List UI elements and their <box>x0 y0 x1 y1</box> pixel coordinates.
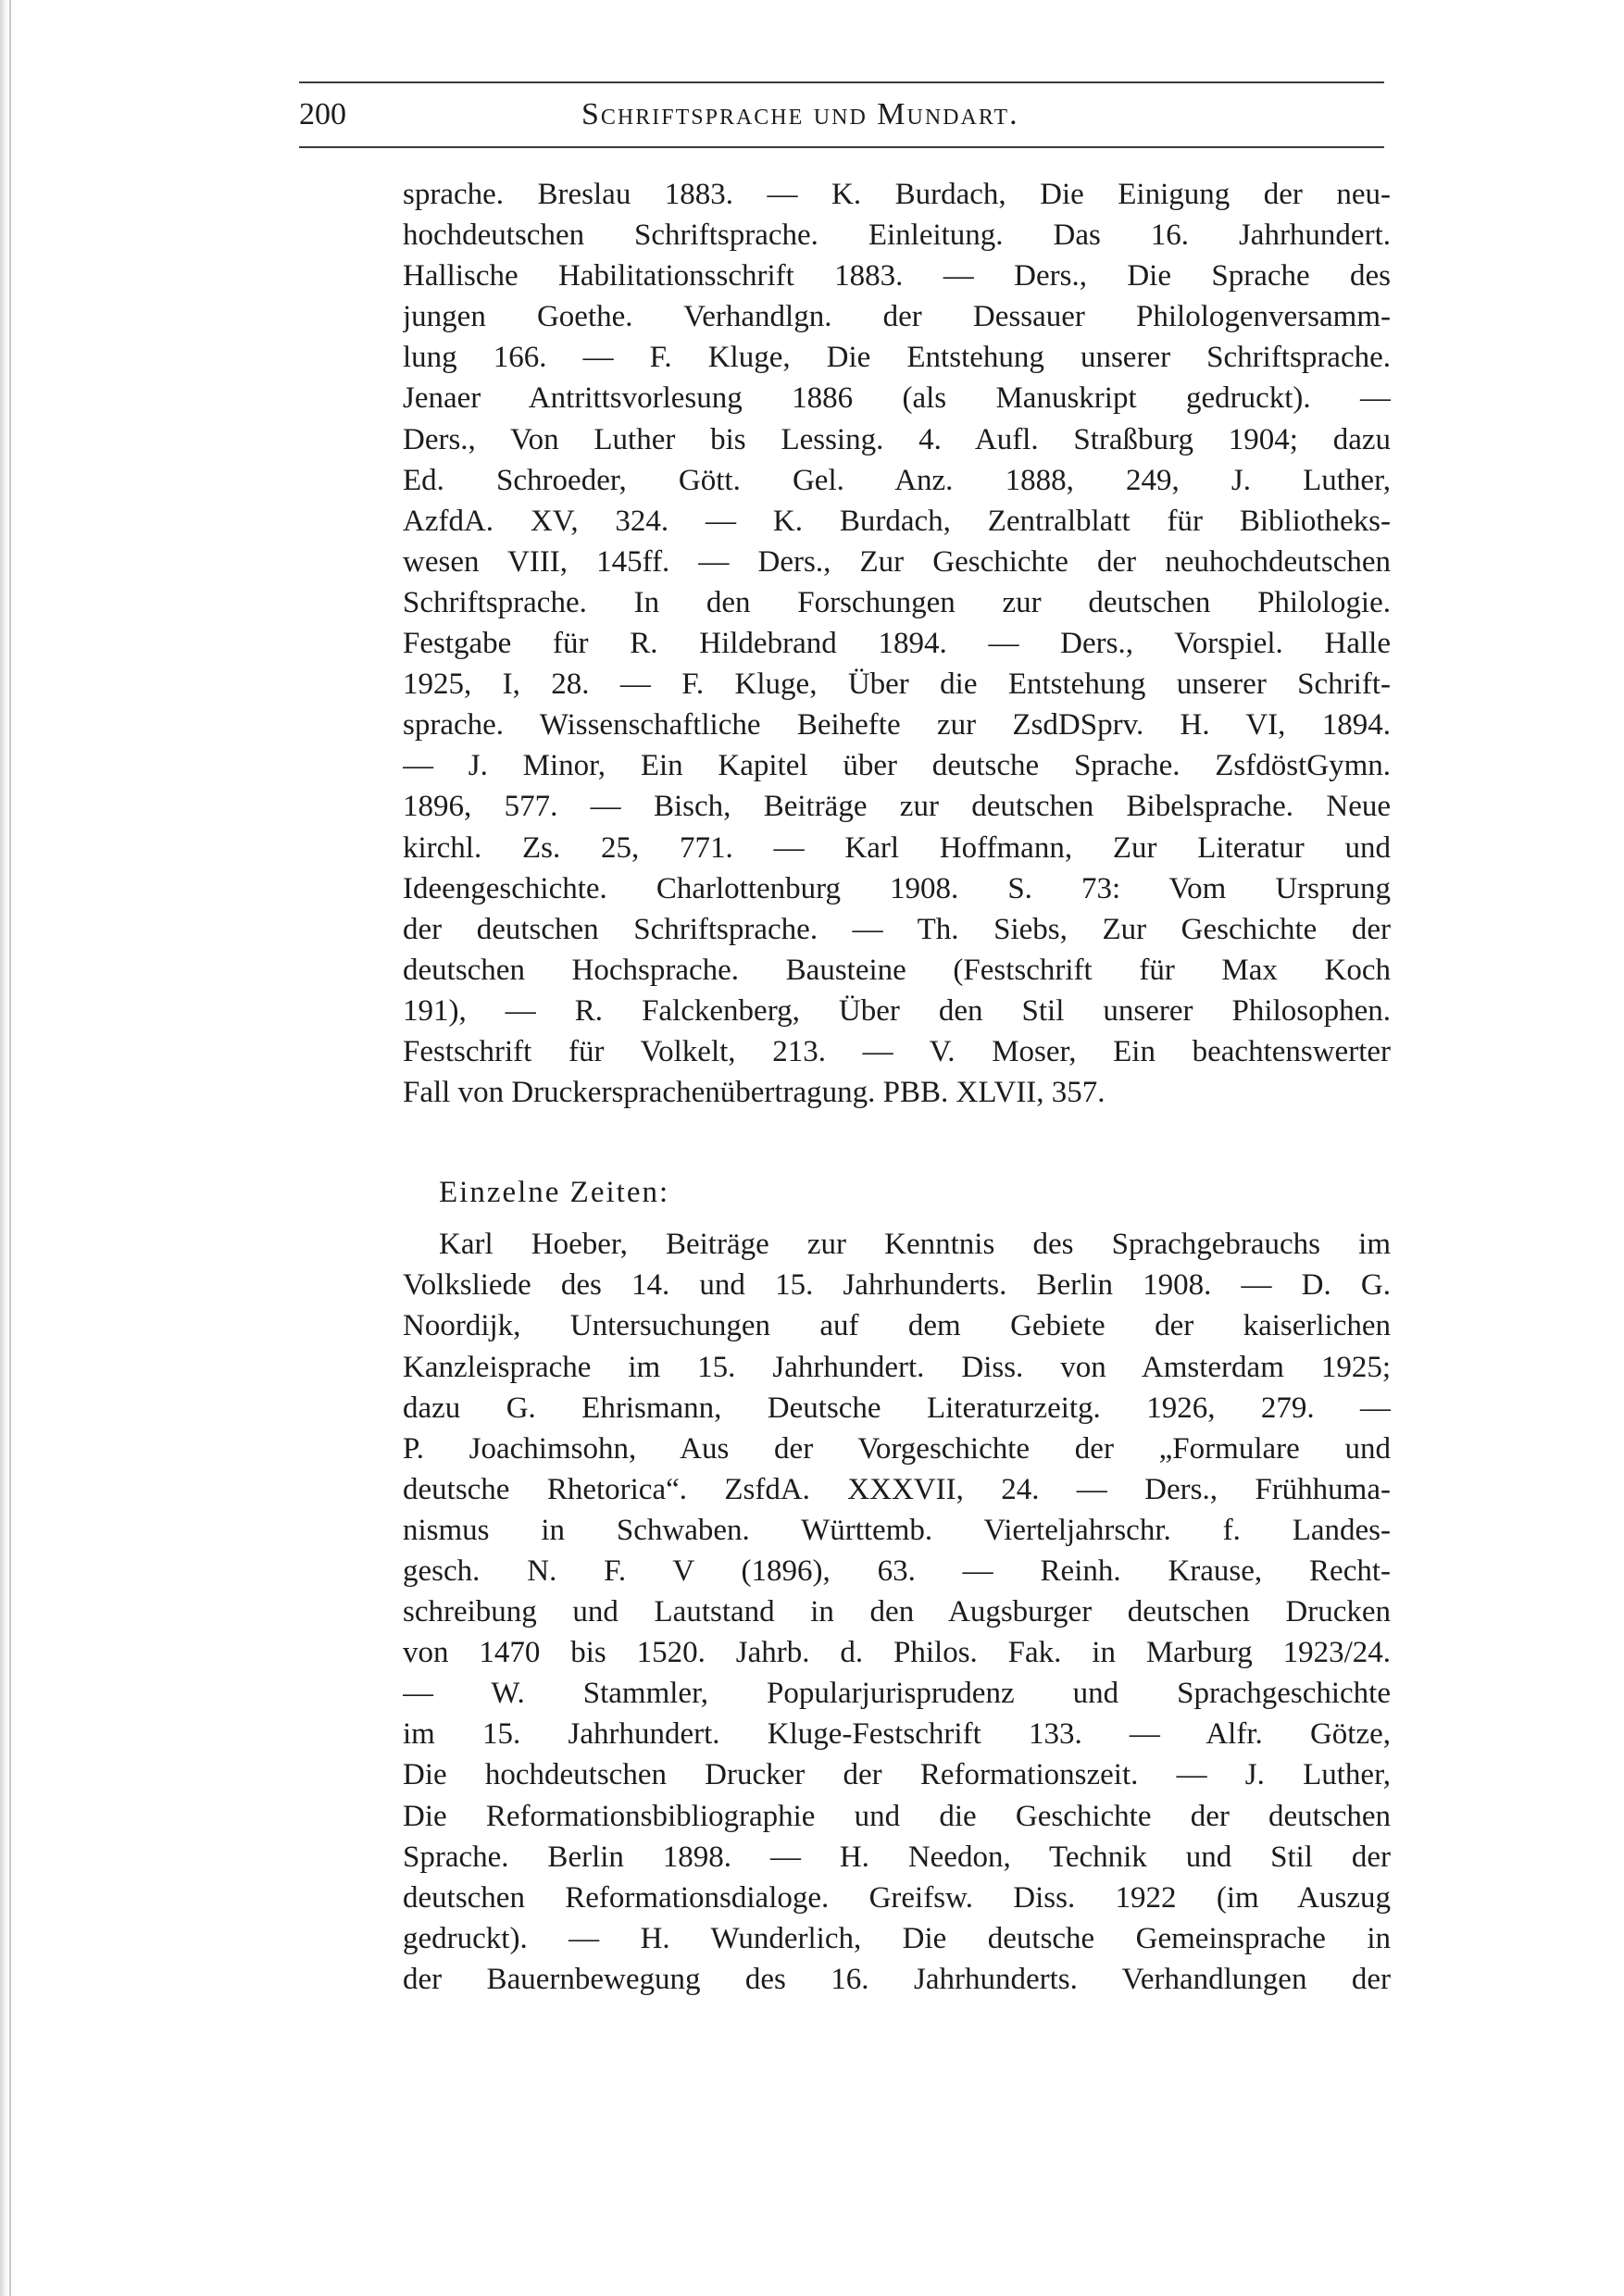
text-line: dazu G. Ehrismann, Deutsche Literaturzeitg. 1926, 279. — <box>403 1391 1391 1425</box>
text-line: Ders., Von Luther bis Lessing. 4. Aufl. Straßburg 1904; dazu <box>403 422 1391 456</box>
text-line: wesen VIII, 145ff. — Ders., Zur Geschichte der neuhochdeutschen <box>403 544 1391 579</box>
text-line: deutschen Hochsprache. Bausteine (Festschrift für Max Koch <box>403 953 1391 987</box>
section-gap <box>403 1113 1391 1172</box>
text-line: Jenaer Antrittsvorlesung 1886 (als Manuskript gedruckt). — <box>403 381 1391 416</box>
text-line: Hallische Habilitationsschrift 1883. — Ders., Die Sprache des <box>403 259 1391 293</box>
text-line: 191), — R. Falckenberg, Über den Stil unserer Philosophen. <box>403 993 1391 1028</box>
text-line: 1925, I, 28. — F. Kluge, Über die Entstehung unserer Schrift- <box>403 668 1391 702</box>
text-line: der deutschen Schriftsprache. — Th. Siebs, Zur Geschichte der <box>403 912 1391 946</box>
text-line: nismus in Schwaben. Württemb. Vierteljahrschr. f. Landes- <box>403 1513 1391 1547</box>
text-line: P. Joachimsohn, Aus der Vorgeschichte der „Formulare und <box>403 1431 1391 1466</box>
text-line: gesch. N. F. V (1896), 63. — Reinh. Krause, Recht- <box>403 1554 1391 1588</box>
text-line: 1896, 577. — Bisch, Beiträge zur deutschen Bibelsprache. Neue <box>403 790 1391 824</box>
running-title: Schriftsprache und Mundart. <box>581 97 1019 131</box>
page-number: 200 <box>299 97 346 131</box>
text-line: schreibung und Lautstand in den Augsburger deutschen Drucken <box>403 1595 1391 1629</box>
section-heading: Einzelne Zeiten: <box>439 1176 670 1210</box>
text-line: im 15. Jahrhundert. Kluge-Festschrift 133. — Alfr. Götze, <box>403 1717 1391 1752</box>
text-line: Fall von Druckersprachenübertragung. PBB. XLVII, 357. <box>403 1076 1106 1110</box>
text-line: Die hochdeutschen Drucker der Reformationszeit. — J. Luther, <box>403 1758 1391 1792</box>
text-line: sprache. Wissenschaftliche Beihefte zur ZsdDSprv. H. VI, 1894. <box>403 708 1391 742</box>
text-line: Festgabe für R. Hildebrand 1894. — Ders., Vorspiel. Halle <box>403 627 1391 661</box>
bibliography-paragraph <box>403 1224 1391 2000</box>
text-line: Sprache. Berlin 1898. — H. Needon, Technik und Stil der <box>403 1840 1391 1874</box>
text-line: deutsche Rhetorica“. ZsfdA. XXXVII, 24. — Ders., Frühhuma- <box>403 1472 1391 1506</box>
text-line: Kanzleisprache im 15. Jahrhundert. Diss. von Amsterdam 1925; <box>403 1350 1391 1384</box>
text-line: Volksliede des 14. und 15. Jahrhunderts. Berlin 1908. — D. G. <box>403 1268 1391 1303</box>
text-line: gedruckt). — H. Wunderlich, Die deutsche Gemeinsprache in <box>403 1921 1391 1955</box>
text-line: hochdeutschen Schriftsprache. Einleitung. Das 16. Jahrhundert. <box>403 218 1391 253</box>
text-line: Die Reformationsbibliographie und die Geschichte der deutschen <box>403 1799 1391 1833</box>
text-line: deutschen Reformationsdialoge. Greifsw. Diss. 1922 (im Auszug <box>403 1880 1391 1915</box>
header-bottom-rule <box>299 146 1384 148</box>
text-line: Schriftsprache. In den Forschungen zur deutschen Philologie. <box>403 585 1391 619</box>
page-edge-line <box>9 0 11 2296</box>
text-line: Karl Hoeber, Beiträge zur Kenntnis des Sprachgebrauchs im <box>439 1228 1391 1262</box>
bibliography-paragraph <box>403 174 1391 1113</box>
body-text <box>403 174 1391 2000</box>
text-line: — W. Stammler, Popularjurisprudenz und Sprachgeschichte <box>403 1677 1391 1711</box>
text-line: kirchl. Zs. 25, 771. — Karl Hoffmann, Zur Literatur und <box>403 830 1391 865</box>
text-line: AzfdA. XV, 324. — K. Burdach, Zentralblatt für Bibliotheks- <box>403 504 1391 538</box>
text-line: — J. Minor, Ein Kapitel über deutsche Sprache. ZsfdöstGymn. <box>403 749 1391 783</box>
text-line: lung 166. — F. Kluge, Die Entstehung unserer Schriftsprache. <box>403 341 1391 375</box>
text-line: Ed. Schroeder, Gött. Gel. Anz. 1888, 249, J. Luther, <box>403 463 1391 497</box>
page-edge-shadow <box>0 0 9 2296</box>
text-line: Festschrift für Volkelt, 213. — V. Moser, Ein beachtenswerter <box>403 1034 1391 1068</box>
text-line: Ideengeschichte. Charlottenburg 1908. S. 73: Vom Ursprung <box>403 871 1391 905</box>
text-line: jungen Goethe. Verhandlgn. der Dessauer Philologenversamm- <box>403 300 1391 334</box>
header-top-rule <box>299 81 1384 83</box>
text-line: Noordijk, Untersuchungen auf dem Gebiete der kaiserlichen <box>403 1309 1391 1343</box>
text-line: von 1470 bis 1520. Jahrb. d. Philos. Fak. in Marburg 1923/24. <box>403 1636 1391 1670</box>
text-line: sprache. Breslau 1883. — K. Burdach, Die Einigung der neu- <box>403 178 1391 211</box>
text-line: der Bauernbewegung des 16. Jahrhunderts. Verhandlungen der <box>403 1962 1391 1996</box>
